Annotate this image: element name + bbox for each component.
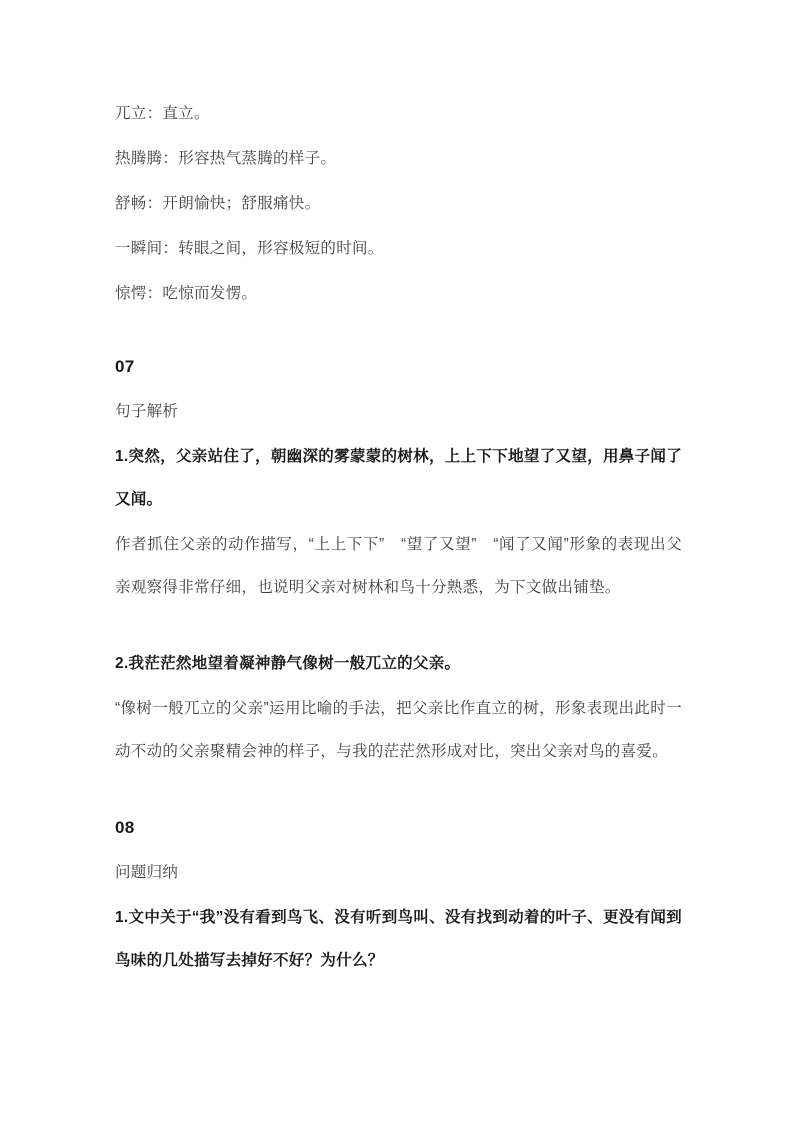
definition-item: 兀立：直立。 — [115, 105, 210, 122]
section-07-title: 句子解析 — [115, 403, 179, 420]
definition-item: 一瞬间：转眼之间，形容极短的时间。 — [115, 240, 384, 257]
analysis-text-2: “像树一般兀立的父亲”运用比喻的手法，把父亲比作直立的树，形象表现出此时一动不动的父亲聚精会神的样子，与我的茫茫然形成对比，突出父亲对鸟的喜爱。 — [115, 700, 682, 760]
section-07-number: 07 — [115, 357, 135, 376]
definition-item: 热腾腾：形容热气蒸腾的样子。 — [115, 150, 337, 167]
definition-item: 舒畅：开朗愉快；舒服痛快。 — [115, 195, 321, 212]
section-08-title: 问题归纳 — [115, 864, 179, 881]
document-content — [115, 92, 682, 982]
question-text-1: 1.文中关于“我”没有看到鸟飞、没有听到鸟叫、没有找到动着的叶子、更没有闻到鸟味的几处描写去掉好不好？为什么？ — [115, 909, 682, 969]
section-08-number: 08 — [115, 818, 135, 837]
analysis-sentence-2: 2.我茫茫然地望着凝神静气像树一般兀立的父亲。 — [115, 655, 461, 672]
definition-item: 惊愕：吃惊而发愣。 — [115, 285, 258, 302]
analysis-sentence-1: 1.突然，父亲站住了，朝幽深的雾蒙蒙的树林，上上下下地望了又望，用鼻子闻了又闻。 — [115, 448, 682, 508]
analysis-text-1: 作者抓住父亲的动作描写，“上上下下” “望了又望” “闻了又闻”形象的表现出父亲观察得非常仔细，也说明父亲对树林和鸟十分熟悉，为下文做出铺垫。 — [115, 536, 682, 596]
